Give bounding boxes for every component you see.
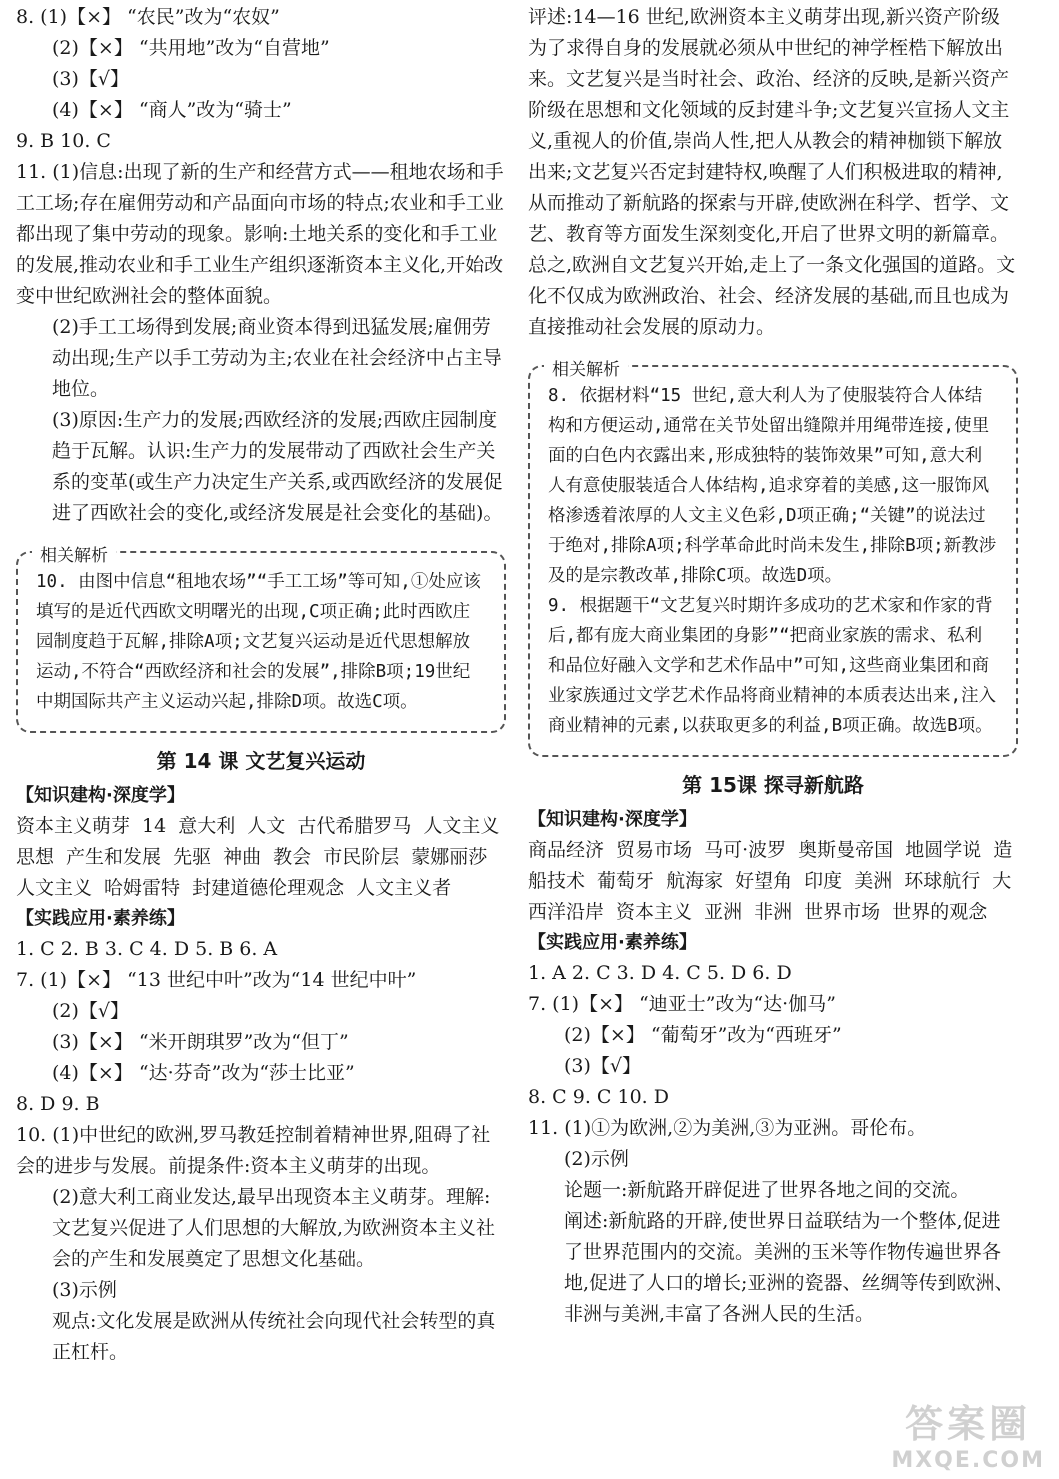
answer-10-2: (2)意大利工商业发达,最早出现资本主义萌芽。理解:文艺复兴促进了人们思想的大解放,为欧洲资本主义社会的产生和发展奠定了思想文化基础。 [52,1186,496,1270]
answer-7-2: (2)【√】 [52,1000,130,1022]
r-answer-7-1: 7. (1)【×】 “迪亚士”改为“达·伽马” [528,993,836,1015]
practice-label-right: 【实践应用·素养练】 [528,932,697,953]
answer-8-9: 8. D 9. B [16,1093,100,1115]
lesson-15-title: 第 15课 探寻新航路 [682,773,864,797]
analysis-box-left [16,546,506,733]
answer-7-4: (4)【×】 “达·芬奇”改为“莎士比亚” [52,1062,355,1084]
answer-10-3: (3)示例 [52,1279,117,1301]
answer-8-4: (4)【×】 “商人”改为“骑士” [52,99,292,121]
answer-11-3: (3)原因:生产力的发展;西欧经济的发展;西欧庄园制度趋于瓦解。认识:生产力的发展带动了西欧社会生产关系的变革(或生产力决定生产关系,或西欧经济的发展促进了西欧社会的变化,或经济发展是社会变化的基础)。 [52,409,503,524]
analysis-box-right [528,360,1018,757]
knowledge-terms-right: 商品经济 贸易市场 马可·波罗 奥斯曼帝国 地圆学说 造船技术 葡萄牙 航海家 好望角 印度 美洲 环球航行 大西洋沿岸 资本主义 亚洲 非洲 世界市场 世界的观念 [528,839,1013,923]
knowledge-label-right: 【知识建构·深度学】 [528,809,697,830]
watermark-line1: 答案圈 [905,1402,1032,1446]
r-answer-7-2: (2)【×】 “葡萄牙”改为“西班牙” [564,1024,842,1046]
answer-1-6: 1. C 2. B 3. C 4. D 5. B 6. A [16,938,278,960]
answer-10-view: 观点:文化发展是欧洲从传统社会向现代社会转型的真正杠杆。 [52,1310,496,1363]
answer-9-10: 9. B 10. C [16,130,111,152]
watermark [891,1393,1045,1473]
watermark-line2: MXQE.COM [891,1448,1045,1473]
r-answer-11-1: 11. (1)①为欧洲,②为美洲,③为亚洲。哥伦布。 [528,1117,927,1139]
analysis-title-right: 相关解析 [544,355,628,380]
r-answer-11-topic: 论题一:新航路开辟促进了世界各地之间的交流。 [564,1179,970,1201]
analysis-10: 10. 由图中信息“租地农场”“手工工场”等可知,①处应该填写的是近代西欧文明曙光的出现,C项正确;此时西欧庄园制度趋于瓦解,排除A项;文艺复兴运动是近代思想解放运动,不符合“西欧经济和社会的发展”,排除B项;19世纪中期国际共产主义运动兴起,排除D项。故选C项。 [36,572,481,712]
practice-label: 【实践应用·素养练】 [16,908,185,929]
r-answer-11-2: (2)示例 [564,1148,629,1170]
analysis-title: 相关解析 [32,541,116,566]
answer-8-3: (3)【√】 [52,68,130,90]
left-column [16,0,506,1368]
r-answer-7-3: (3)【√】 [564,1055,642,1077]
answer-7-3: (3)【×】 “米开朗琪罗”改为“但丁” [52,1031,349,1053]
r-answer-11-explain: 阐述:新航路的开辟,使世界日益联结为一个整体,促进了世界范围内的交流。美洲的玉米等作物传遍世界各地,促进了人口的增长;亚洲的瓷器、丝绸等传到欧洲、非洲与美洲,丰富了各洲人民的生活。 [564,1210,1014,1325]
answer-7-1: 7. (1)【×】 “13 世纪中叶”改为“14 世纪中叶” [16,969,417,991]
r-answer-8-10: 8. C 9. C 10. D [528,1086,669,1108]
knowledge-label: 【知识建构·深度学】 [16,785,185,806]
answer-11-1: 11. (1)信息:出现了新的生产和经营方式——租地农场和手工工场;存在雇佣劳动和产品面向市场的特点;农业和手工业都出现了集中劳动的现象。影响:土地关系的变化和手工业的发展,推动农业和手工业生产组织逐渐资本主义化,开始改变中世纪欧洲社会的整体面貌。 [16,161,504,307]
answer-8-2: (2)【×】 “共用地”改为“自营地” [52,37,330,59]
right-column [528,0,1018,1330]
analysis-8: 8. 依据材料“15 世纪,意大利人为了使服装符合人体结构和方便运动,通常在关节处留出缝隙并用绳带连接,使里面的白色内衣露出来,形成独特的装饰效果”可知,意大利人有意使服装适合人体结构,追求穿着的美感,这一服饰风格渗透着浓厚的人文主义色彩,D项正确;“关键”的说法过于绝对,排除A项;科学革命此时尚未发生,排除B项;新教涉及的是宗教改革,排除C项。故选D项。 [548,386,997,586]
review-text: 评述:14—16 世纪,欧洲资本主义萌芽出现,新兴资产阶级为了求得自身的发展就必须从中世纪的神学桎梏下解放出来。文艺复兴是当时社会、政治、经济的反映,是新兴资产阶级在思想和文化领域的反封建斗争;文艺复兴宣扬人文主义,重视人的价值,崇尚人性,把人从教会的精神枷锁下解放出来;文艺复兴否定封建特权,唤醒了人们积极进取的精神,从而推动了新航路的探索与开辟,使欧洲在科学、哲学、文艺、教育等方面发生深刻变化,开启了世界文明的新篇章。总之,欧洲自文艺复兴开始,走上了一条文化强国的道路。文化不仅成为欧洲政治、社会、经济发展的基础,而且也成为直接推动社会发展的原动力。 [528,6,1016,338]
lesson-14-title: 第 14 课 文艺复兴运动 [156,749,366,773]
answer-8: 8. (1)【×】 “农民”改为“农奴” [16,6,280,28]
answer-11-2: (2)手工工场得到发展;商业资本得到迅猛发展;雇佣劳动出现;生产以手工劳动为主;农业在社会经济中占主导地位。 [52,316,502,400]
analysis-9: 9. 根据题干“文艺复兴时期许多成功的艺术家和作家的背后,都有庞大商业集团的身影”“把商业家族的需求、私利和品位好融入文学和艺术作品中”可知,这些商业集团和商业家族通过文学艺术作品将商业精神的本质表达出来,注入商业精神的元素,以获取更多的利益,B项正确。故选B项。 [548,596,997,736]
knowledge-terms: 资本主义萌芽 14 意大利 人文 古代希腊罗马 人文主义 思想 产生和发展 先驱 神曲 教会 市民阶层 蒙娜丽莎 人文主义 哈姆雷特 封建道德伦理观念 人文主义者 [16,815,500,899]
r-answer-1-6: 1. A 2. C 3. D 4. C 5. D 6. D [528,962,792,984]
answer-10-1: 10. (1)中世纪的欧洲,罗马教廷控制着精神世界,阻碍了社会的进步与发展。前提条件:资本主义萌芽的出现。 [16,1124,491,1177]
